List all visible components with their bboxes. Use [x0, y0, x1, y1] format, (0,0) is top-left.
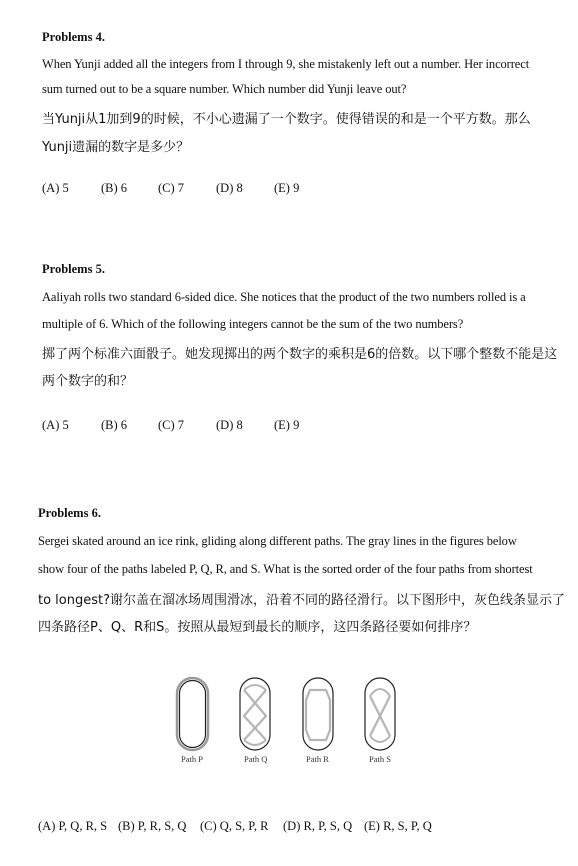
problem-5-choices: [0, 418, 578, 436]
problem-5-translation-line-2: 两个数字的和？: [42, 374, 134, 389]
problem-4-translation-line-2: Yunji遗漏的数字是多少？: [42, 140, 190, 155]
choice-c: (C) 7: [158, 418, 185, 432]
path-q-label: Path Q: [244, 754, 268, 764]
choice-d: (D) 8: [216, 418, 243, 432]
path-q-figure: [240, 678, 270, 750]
problem-6-title: Problems 6.: [38, 506, 101, 520]
choice-d: (D) R, P, S, Q: [283, 819, 353, 833]
choice-c: (C) Q, S, P, R: [200, 819, 269, 833]
problem-4-text-line-1: When Yunji added all the integers from I through 9, she mistakenly left out a number. Her incorrect: [42, 57, 530, 71]
choice-a: (A) 5: [42, 181, 69, 195]
problem-5-title: Problems 5.: [42, 262, 105, 276]
choice-a: (A) P, Q, R, S: [38, 819, 108, 833]
path-p-label: Path P: [181, 754, 203, 764]
choice-e: (E) R, S, P, Q: [364, 819, 432, 833]
problem-6-translation-line: 四条路径P、Q、R和S。按照从最短到最长的顺序，这四条路径要如何排序？: [38, 620, 477, 635]
problem-4-title: Problems 4.: [42, 30, 105, 44]
choice-e: (E) 9: [274, 181, 300, 195]
problem-6-mixed-line: to longest?谢尔盖在溜冰场周围滑冰，沿着不同的路径滑行。以下图形中，灰色线条显示了: [38, 593, 566, 608]
choice-a: (A) 5: [42, 418, 69, 432]
choice-c: (C) 7: [158, 181, 185, 195]
choice-e: (E) 9: [274, 418, 300, 432]
problem-5-text-line-1: Aaliyah rolls two standard 6-sided dice. She notices that the product of the two numbers rolled is a: [42, 290, 526, 304]
problem-5-translation-line-1: 掷了两个标准六面骰子。她发现掷出的两个数字的乘积是6的倍数。以下哪个整数不能是这: [42, 347, 558, 362]
problem-4-translation-line-1: 当Yunji从1加到9的时候，不小心遗漏了一个数字。使得错误的和是一个平方数。那么: [42, 112, 531, 127]
problem-6-choices: [0, 819, 578, 837]
path-r-figure: [303, 678, 333, 750]
choice-b: (B) 6: [101, 418, 128, 432]
problem-6-text-line-1: Sergei skated around an ice rink, gliding along different paths. The gray lines in the figures below: [38, 534, 517, 548]
problem-4-choices: [0, 181, 578, 199]
choice-b: (B) P, R, S, Q: [118, 819, 187, 833]
path-p-figure: [177, 678, 208, 750]
path-r-label: Path R: [306, 754, 329, 764]
choice-d: (D) 8: [216, 181, 243, 195]
problem-4-text-line-2: sum turned out to be a square number. Which number did Yunji leave out?: [42, 82, 407, 96]
path-s-figure: [365, 678, 395, 750]
choice-b: (B) 6: [101, 181, 128, 195]
problem-5-text-line-2: multiple of 6. Which of the following integers cannot be the sum of the two numbers?: [42, 317, 464, 331]
path-s-label: Path S: [369, 754, 391, 764]
problem-6-text-line-2: show four of the paths labeled P, Q, R, and S. What is the sorted order of the four paths from shortest: [38, 562, 533, 576]
